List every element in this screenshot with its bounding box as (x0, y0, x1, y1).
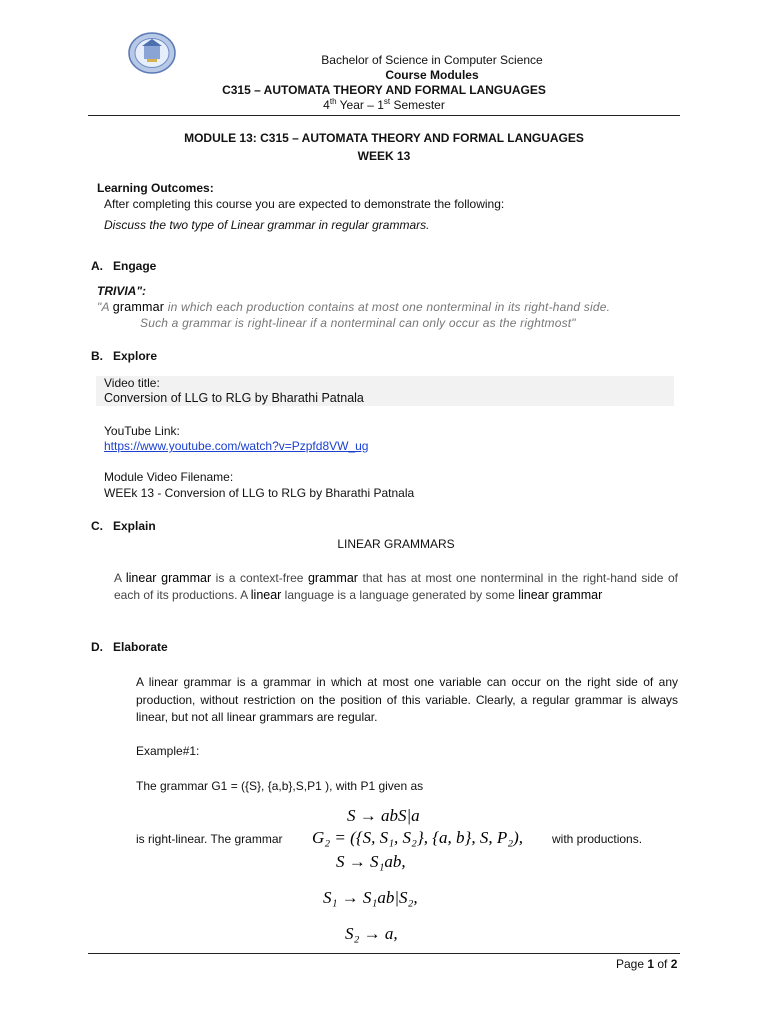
footer-divider (88, 953, 680, 954)
section-b-heading: B. Explore (91, 349, 158, 363)
video-title-label: Video title: (104, 376, 160, 390)
trivia-quote-line2: Such a grammar is right-linear if a nonterminal can only occur as the rightmost" (140, 316, 576, 330)
production-s1-s1ab-s2: S₁ → S₁ab|S₂, (323, 888, 418, 907)
header-program: Bachelor of Science in Computer Science (321, 53, 543, 67)
module-title: MODULE 13: C315 – AUTOMATA THEORY AND FORMAL LANGUAGES (184, 131, 584, 145)
example-heading: Example#1: (136, 744, 200, 758)
module-video-filename: WEEk 13 - Conversion of LLG to RLG by Bharathi Patnala (104, 486, 415, 500)
learning-outcome-item: Discuss the two type of Linear grammar in regular grammars. (104, 218, 430, 232)
with-productions-text: with productions. (552, 832, 643, 846)
page-number: Page 1 of 2 (616, 957, 678, 971)
header-course-title: C315 – AUTOMATA THEORY AND FORMAL LANGUAGES (222, 83, 546, 97)
trivia-label: TRIVIA": (97, 284, 147, 298)
section-c-heading: C. Explain (91, 519, 156, 533)
production-s-abs-a: S → abS|a (347, 806, 420, 825)
example-grammar-g1: The grammar G1 = ({S}, {a,b},S,P1 ), with P1 given as (136, 779, 424, 793)
youtube-link-label: YouTube Link: (104, 424, 180, 438)
grammar-g2-definition: G₂ = ({S, S₁, S₂}, {a, b}, S, P₂), (312, 828, 524, 847)
header-course-modules: Course Modules (385, 68, 479, 82)
youtube-link[interactable]: https://www.youtube.com/watch?v=Pzpfd8VW_ug (104, 439, 369, 453)
linear-grammars-heading: LINEAR GRAMMARS (337, 537, 455, 551)
elaborate-paragraph: A linear grammar is a grammar in which at most one variable can occur on the right side of any production, without restriction on the position of this variable. Clearly, a regular grammar is always linear, but not all linear grammars are regular. (136, 675, 678, 724)
production-s-s1ab: S → S₁ab, (336, 852, 406, 871)
video-title: Conversion of LLG to RLG by Bharathi Patnala (104, 391, 364, 405)
linear-grammar-definition: A linear grammar is a context-free grammar that has at most one nonterminal in the right-hand side of each of its productions. A linear language is a language generated by some linear grammar (114, 571, 678, 602)
header-divider (88, 115, 680, 116)
header-year-semester: 4th Year – 1st Semester (323, 97, 445, 112)
section-a-heading: A. Engage (91, 259, 157, 273)
module-video-filename-label: Module Video Filename: (104, 470, 234, 484)
learning-outcomes-heading: Learning Outcomes: (97, 181, 214, 195)
trivia-quote-line1: "A grammar in which each production contains at most one nonterminal in its right-hand side. (97, 300, 611, 314)
production-s2-a: S₂ → a, (345, 924, 398, 943)
right-linear-text: is right-linear. The grammar (136, 832, 283, 846)
learning-outcomes-intro: After completing this course you are expected to demonstrate the following: (104, 197, 505, 211)
module-week: WEEK 13 (357, 149, 411, 163)
section-d-heading: D. Elaborate (91, 640, 168, 654)
